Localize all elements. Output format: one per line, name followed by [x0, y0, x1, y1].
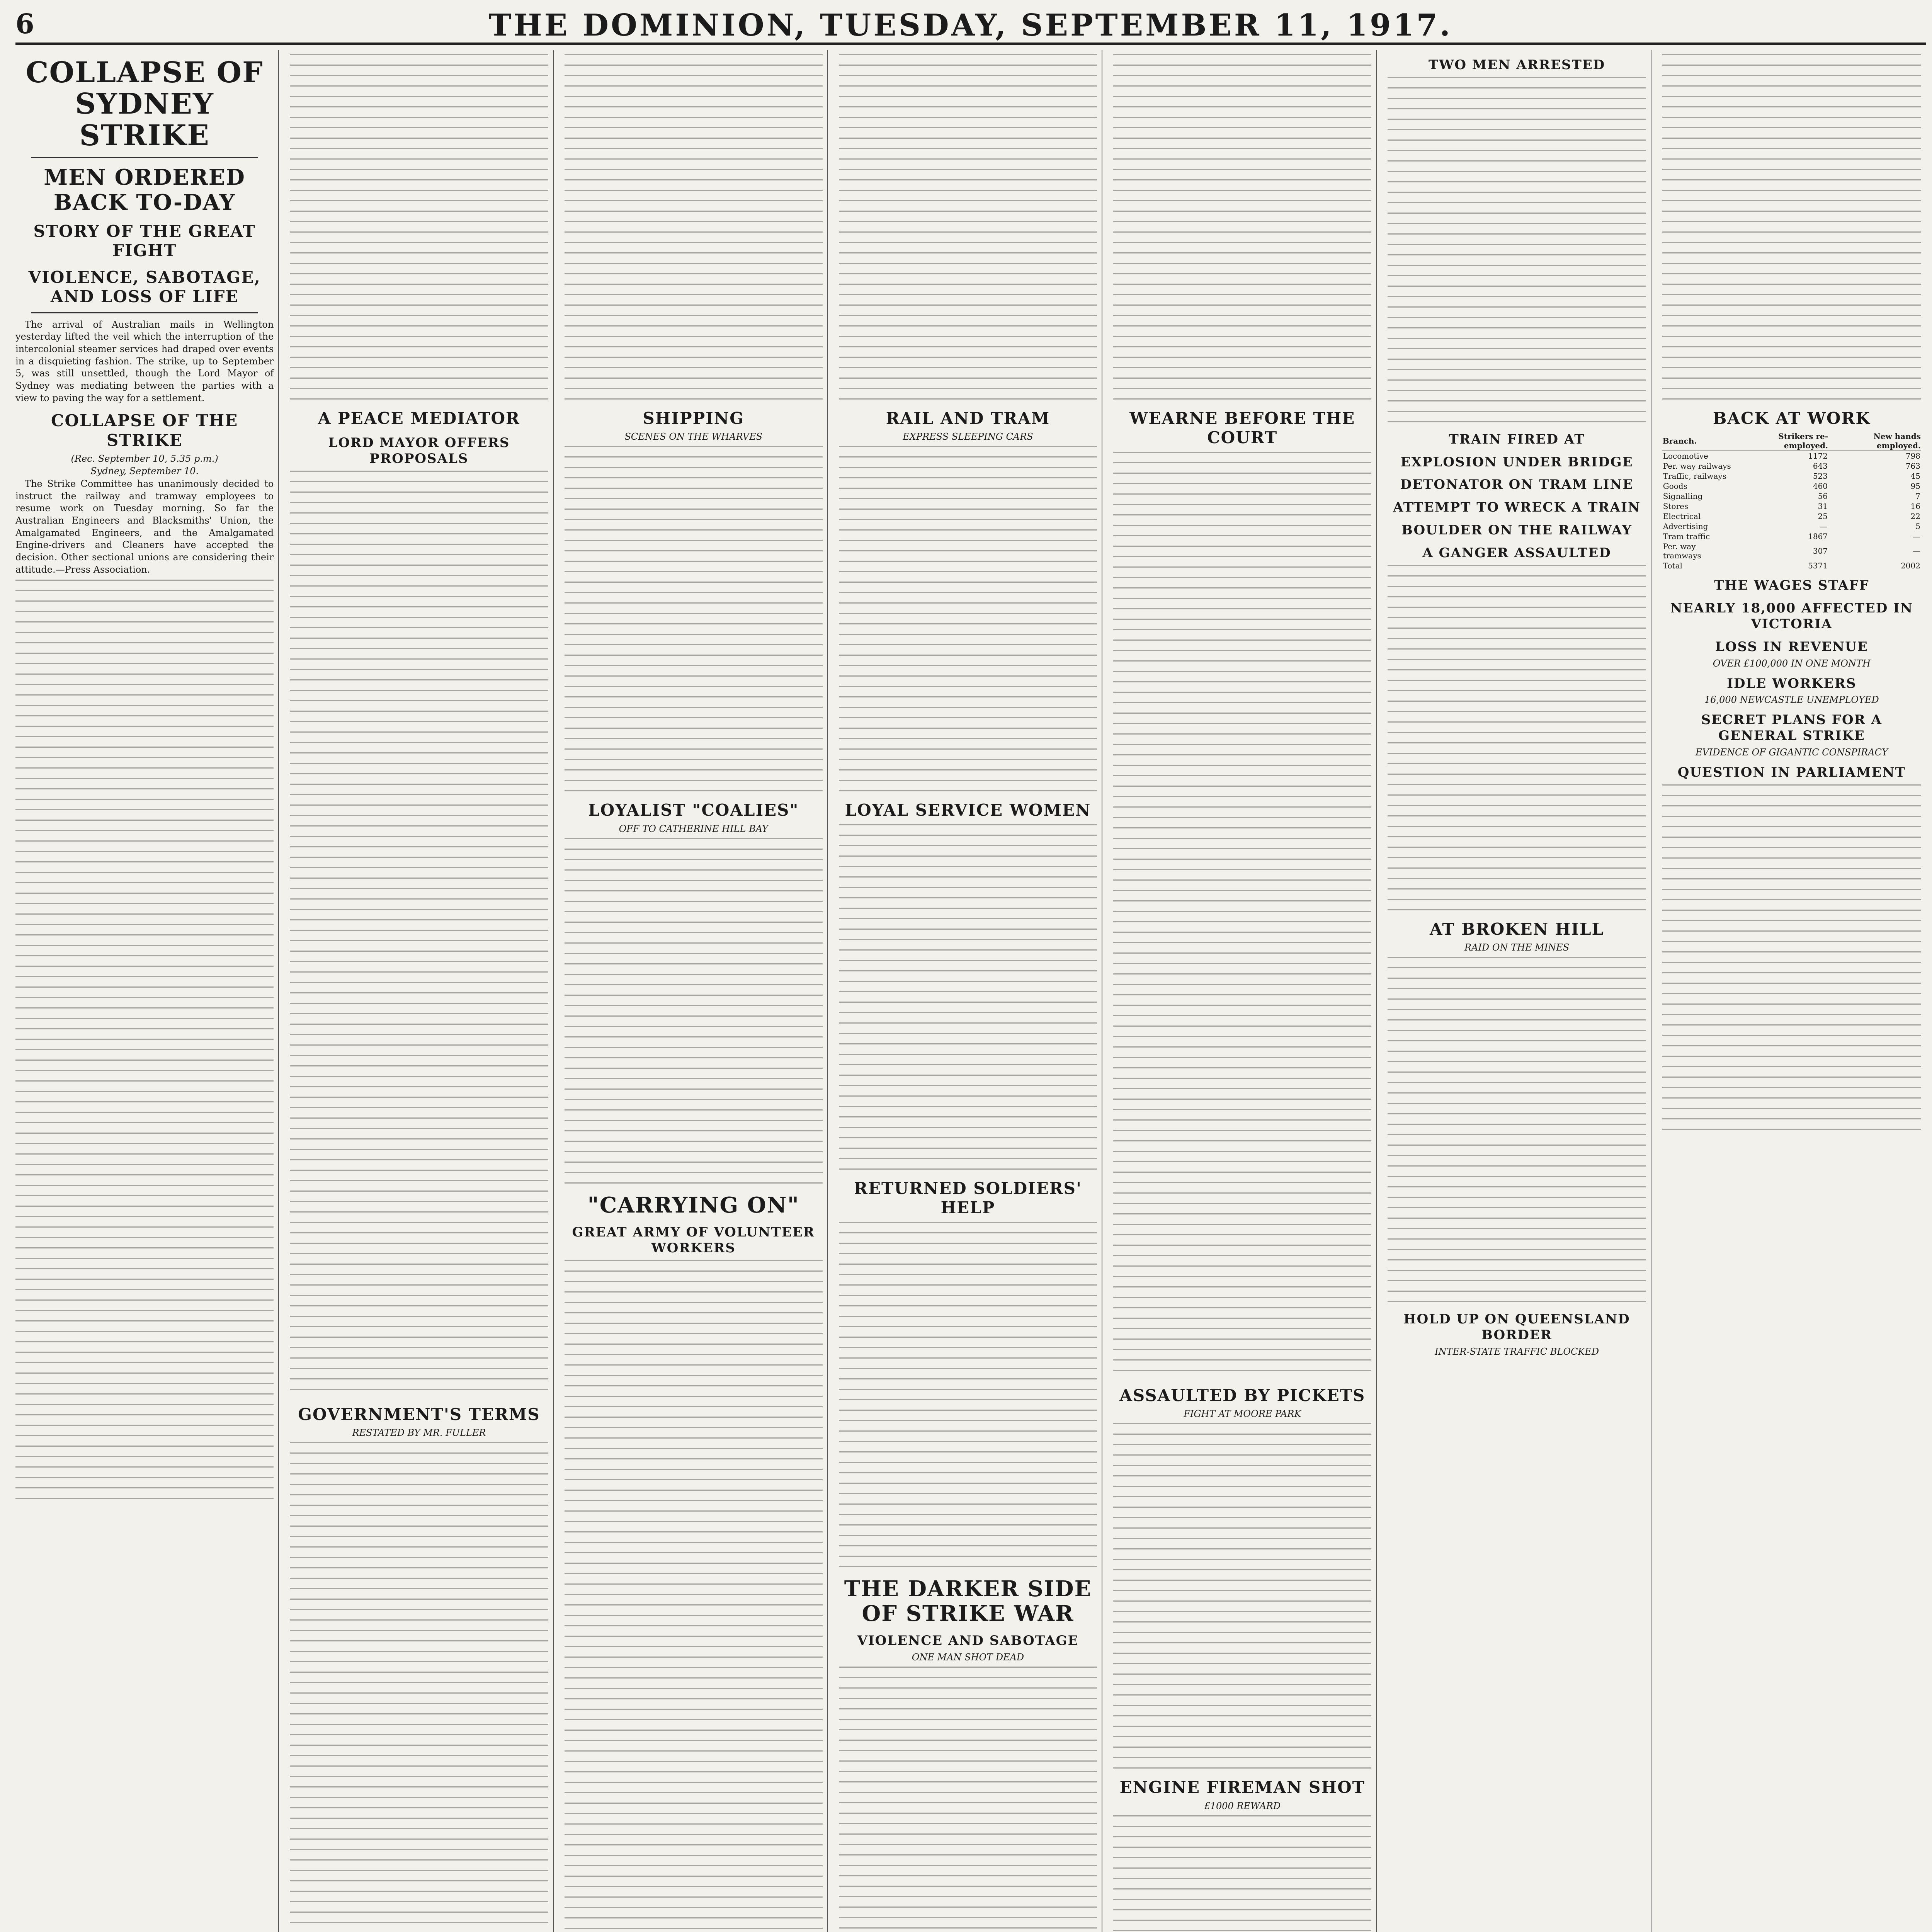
- section-heading: AT BROKEN HILL: [1430, 919, 1604, 939]
- table-row: [1662, 481, 1921, 491]
- lead-paragraph: The arrival of Australian mails in Wellington yesterday lifted the veil which the interruption of the intercolonial steamer services had draped over events in a disquieting fashion. The strike, up to September 5, was still unsettled, though the Lord Mayor of Sydney was mediating between the parties with a view to paving the way for a settlement.: [15, 319, 274, 403]
- column-6: [1388, 50, 1651, 1932]
- article-text-block: [565, 838, 823, 1186]
- section-heading: BACK AT WORK: [1713, 409, 1871, 428]
- article-text-block: [839, 824, 1097, 1172]
- table-cell: Electrical: [1663, 512, 1701, 521]
- dateline: Sydney, September 10.: [90, 466, 199, 476]
- page-number: 6: [15, 8, 34, 40]
- section-heading: TWO MEN ARRESTED: [1428, 57, 1605, 73]
- table-cell: Total: [1663, 561, 1682, 571]
- table-row: [1662, 541, 1921, 561]
- column-2: [290, 50, 553, 1932]
- table-cell: Per. way tramways: [1663, 542, 1701, 561]
- subheadline: INTER-STATE TRAFFIC BLOCKED: [1435, 1346, 1599, 1357]
- table-cell: 1867: [1808, 532, 1828, 541]
- masthead: [15, 8, 1926, 45]
- article-text-block: [1388, 957, 1646, 1304]
- subheadline: ONE MAN SHOT DEAD: [912, 1652, 1024, 1663]
- table-cell: 5: [1915, 522, 1920, 531]
- subheadline: VIOLENCE AND SABOTAGE: [857, 1633, 1079, 1649]
- article-text-block: [1113, 1423, 1371, 1771]
- table-cell: —: [1820, 522, 1828, 531]
- table-cell: 798: [1905, 451, 1920, 461]
- table-cell: 45: [1910, 471, 1920, 481]
- section-heading: THE DARKER SIDE OF STRIKE WAR: [844, 1576, 1092, 1626]
- table-cell: Traffic, railways: [1663, 471, 1726, 481]
- table-cell: Advertising: [1663, 522, 1708, 531]
- table-cell: —: [1912, 546, 1920, 556]
- section-heading: TRAIN FIRED AT: [1449, 431, 1585, 447]
- table-cell: 56: [1818, 492, 1828, 501]
- article-text-block: [15, 580, 274, 1507]
- article-text-block: [1113, 1815, 1371, 1932]
- article-text-block: [1113, 54, 1371, 402]
- table-cell: 7: [1915, 492, 1920, 501]
- table-cell: Locomotive: [1663, 451, 1708, 461]
- section-heading: BOULDER ON THE RAILWAY: [1401, 522, 1632, 538]
- section-heading: LOYAL SERVICE WOMEN: [845, 801, 1091, 820]
- table-cell: 2002: [1901, 561, 1920, 571]
- table-row: [1662, 451, 1921, 461]
- subheadline: LORD MAYOR OFFERS PROPOSALS: [328, 435, 510, 467]
- table-row: [1662, 531, 1921, 541]
- table-row: [1662, 501, 1921, 511]
- divider: [31, 312, 258, 313]
- section-heading: "CARRYING ON": [587, 1192, 799, 1218]
- subheadline: MEN ORDERED BACK TO-DAY: [44, 165, 245, 215]
- subheadline: SCENES ON THE WHARVES: [624, 431, 763, 442]
- table-row: [1662, 521, 1921, 531]
- section-heading: A GANGER ASSAULTED: [1422, 545, 1611, 561]
- dateline: (Rec. September 10, 5.35 p.m.): [71, 453, 218, 464]
- table-cell: 22: [1910, 512, 1920, 521]
- column-1: [15, 50, 279, 1932]
- table-cell: Goods: [1663, 481, 1687, 491]
- main-headline: COLLAPSE OF SYDNEY STRIKE: [26, 56, 264, 152]
- subheadline: 16,000 NEWCASTLE UNEMPLOYED: [1704, 694, 1879, 706]
- section-heading: WEARNE BEFORE THE COURT: [1129, 409, 1355, 447]
- table-cell: 1172: [1808, 451, 1828, 461]
- article-text-block: [839, 54, 1097, 402]
- section-heading: SECRET PLANS FOR A GENERAL STRIKE: [1701, 712, 1883, 744]
- article-text-block: [290, 1442, 548, 1932]
- column-4: [839, 50, 1102, 1932]
- table-row: [1662, 511, 1921, 521]
- section-heading: EXPLOSION UNDER BRIDGE: [1400, 454, 1633, 470]
- section-heading: NEARLY 18,000 AFFECTED IN VICTORIA: [1670, 600, 1913, 632]
- table-row: [1662, 491, 1921, 501]
- table-row: [1662, 561, 1921, 571]
- subheadline: FIGHT AT MOORE PARK: [1184, 1408, 1301, 1420]
- table-cell: Signalling: [1663, 492, 1703, 501]
- page-columns: [15, 50, 1926, 1932]
- table-cell: 307: [1813, 546, 1828, 556]
- article-text-block: [565, 1260, 823, 1932]
- section-heading: COLLAPSE OF THE STRIKE: [51, 411, 238, 450]
- table-cell: 5371: [1808, 561, 1828, 571]
- subheadline: GREAT ARMY OF VOLUNTEER WORKERS: [572, 1225, 815, 1256]
- subheadline: RESTATED BY MR. FULLER: [352, 1427, 486, 1439]
- table-header: New hands employed.: [1828, 431, 1921, 451]
- article-text-block: [565, 54, 823, 402]
- table-cell: 95: [1910, 481, 1920, 491]
- article-text-block: [839, 446, 1097, 794]
- table-cell: —: [1912, 532, 1920, 541]
- article-text-block: [1662, 54, 1921, 402]
- table-cell: Per. way railways: [1663, 461, 1731, 471]
- article-text-block: [1388, 565, 1646, 913]
- re-employment-table: [1662, 431, 1921, 571]
- subheadline: OFF TO CATHERINE HILL BAY: [619, 823, 768, 834]
- section-heading: DETONATOR ON TRAM LINE: [1400, 477, 1634, 493]
- article-text-block: [290, 54, 548, 402]
- subheadline: EXPRESS SLEEPING CARS: [903, 431, 1033, 442]
- subheadline: VIOLENCE, SABOTAGE, AND LOSS OF LIFE: [28, 267, 261, 306]
- subheadline: EVIDENCE OF GIGANTIC CONSPIRACY: [1695, 747, 1888, 758]
- subheadline: OVER £100,000 IN ONE MONTH: [1713, 658, 1871, 669]
- column-3: [565, 50, 828, 1932]
- section-heading: LOYALIST "COALIES": [588, 801, 799, 820]
- table-cell: 763: [1905, 461, 1920, 471]
- table-header-row: [1662, 431, 1921, 451]
- article-text-block: [565, 446, 823, 794]
- table-row: [1662, 471, 1921, 481]
- section-heading: HOLD UP ON QUEENSLAND BORDER: [1403, 1311, 1630, 1343]
- section-heading: RETURNED SOLDIERS' HELP: [854, 1179, 1082, 1218]
- section-heading: LOSS IN REVENUE: [1715, 639, 1868, 655]
- article-text-block: [290, 471, 548, 1398]
- article-text-block: [1662, 784, 1921, 1132]
- section-heading: ENGINE FIREMAN SHOT: [1119, 1778, 1365, 1797]
- section-heading: THE WAGES STAFF: [1714, 578, 1869, 594]
- section-heading: RAIL AND TRAM: [886, 409, 1050, 428]
- table-header: Branch.: [1662, 431, 1736, 451]
- table-cell: 643: [1813, 461, 1828, 471]
- table-cell: 16: [1910, 502, 1920, 511]
- column-7: [1662, 50, 1926, 1932]
- divider: [31, 157, 258, 158]
- section-heading: SHIPPING: [643, 409, 745, 428]
- article-body: The Strike Committee has unanimously decided to instruct the railway and tramway employees to resume work on Tuesday morning. So far the Australian Engineers and Blacksmiths' Union, the Amalgamated Engineers, and the Amalgamated Engine-drivers and Cleaners have accepted the decision. Other sectional unions are considering their attitude.—Press Association.: [15, 478, 274, 575]
- article-text-block: [1113, 452, 1371, 1379]
- table-header: Strikers re-employed.: [1736, 431, 1828, 451]
- section-heading: QUESTION IN PARLIAMENT: [1677, 764, 1906, 780]
- section-heading: ATTEMPT TO WRECK A TRAIN: [1393, 500, 1641, 515]
- table-cell: 460: [1813, 481, 1828, 491]
- table-row: [1662, 461, 1921, 471]
- article-text-block: [1388, 77, 1646, 425]
- newspaper-title: THE DOMINION, TUESDAY, SEPTEMBER 11, 1917.: [489, 8, 1452, 43]
- section-heading: A PEACE MEDIATOR: [318, 409, 520, 428]
- table-cell: 25: [1818, 512, 1828, 521]
- subheadline: STORY OF THE GREAT FIGHT: [33, 221, 256, 260]
- section-heading: IDLE WORKERS: [1727, 675, 1857, 691]
- table-cell: Tram traffic: [1663, 532, 1710, 541]
- section-heading: ASSAULTED BY PICKETS: [1119, 1386, 1366, 1405]
- table-cell: 523: [1813, 471, 1828, 481]
- article-text-block: [839, 1222, 1097, 1570]
- subheadline: £1000 REWARD: [1204, 1800, 1281, 1811]
- section-heading: GOVERNMENT'S TERMS: [298, 1405, 540, 1424]
- table-cell: 31: [1818, 502, 1828, 511]
- subheadline: RAID ON THE MINES: [1464, 942, 1570, 953]
- table-cell: Stores: [1663, 502, 1689, 511]
- article-text-block: [839, 1667, 1097, 1932]
- column-5: [1113, 50, 1377, 1932]
